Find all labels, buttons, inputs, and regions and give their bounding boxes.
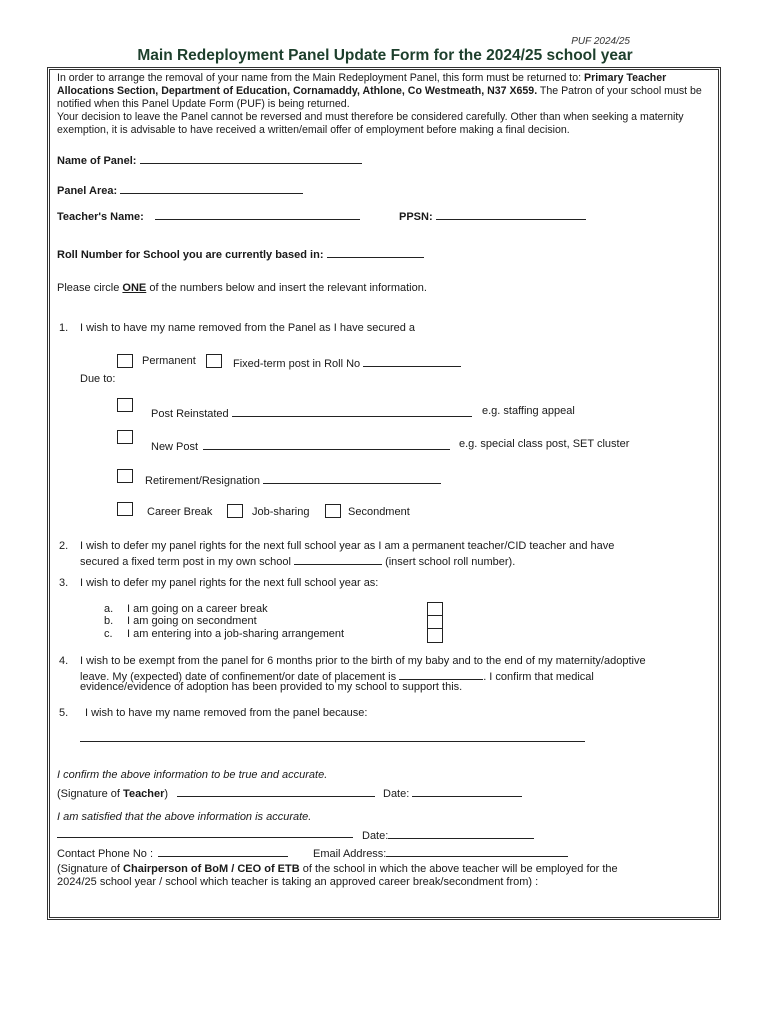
career-break-option-checkbox[interactable] xyxy=(427,602,443,616)
intro-text xyxy=(57,72,707,137)
item4-line2-text: leave. My (expected) date of confinement/or date of placement is xyxy=(80,671,397,683)
teacher-name-label: Teacher's Name: xyxy=(57,211,144,223)
chair-signature-blank[interactable] xyxy=(57,826,353,838)
email-field[interactable] xyxy=(313,845,568,860)
teacher-date-field[interactable] xyxy=(383,785,522,800)
fixed-term-checkbox[interactable] xyxy=(206,354,222,368)
item2-line2-text: secured a fixed term post in my own school xyxy=(80,556,291,568)
panel-name-label: Name of Panel: xyxy=(57,155,137,167)
item2-line2[interactable] xyxy=(80,553,515,568)
contact-phone-field[interactable] xyxy=(57,845,288,860)
chair-date-label: Date: xyxy=(362,830,389,842)
chair-caption-open: (Signature of xyxy=(57,863,124,875)
panel-area-blank[interactable] xyxy=(120,182,303,194)
teacher-signature-close: ) xyxy=(164,788,169,800)
teacher-signature-field[interactable] xyxy=(57,785,375,800)
permanent-checkbox[interactable] xyxy=(117,354,133,368)
item4-line2-suffix: . I confirm that medical xyxy=(483,671,594,683)
contact-phone-blank[interactable] xyxy=(158,845,288,857)
intro-p1-end: The Patron of your school must be notified when this Panel Update Form (PUF) is being returned. xyxy=(57,85,702,110)
email-label: Email Address: xyxy=(313,848,387,860)
item3-number[interactable]: 3. xyxy=(59,577,69,589)
intro-p1-start: In order to arrange the removal of your name from the Main Redeployment Panel, this form must be returned to: xyxy=(57,72,585,84)
teacher-signature-blank[interactable] xyxy=(177,785,375,797)
teacher-date-label: Date: xyxy=(383,788,410,800)
ppsn-blank[interactable] xyxy=(436,208,586,220)
ppsn-label: PPSN: xyxy=(399,211,433,223)
new-post-checkbox[interactable] xyxy=(117,430,133,444)
teacher-confirm-statement: I confirm the above information to be true and accurate. xyxy=(57,769,328,781)
item3-option-c-text: I am entering into a job-sharing arrangement xyxy=(127,628,345,640)
intro-address: Primary Teacher Allocations Section, Department of Education, Cornamaddy, Athlone, Co Westmeath, N37 X659. xyxy=(57,72,667,97)
contact-phone-label: Contact Phone No : xyxy=(57,848,154,860)
email-blank[interactable] xyxy=(386,845,568,857)
item2-roll-blank[interactable] xyxy=(294,553,382,565)
item5-reason-blank[interactable] xyxy=(80,730,585,742)
post-reinstated-label: Post Reinstated xyxy=(151,408,229,420)
chair-caption-rest: of the school in which the above teacher will be employed for the xyxy=(299,863,618,875)
teacher-signature-role: Teacher xyxy=(123,788,165,800)
item1-number[interactable]: 1. xyxy=(59,322,69,334)
item2-line1: I wish to defer my panel rights for the next full school year as I am a permanent teacher/CID teacher and have xyxy=(80,540,615,552)
item3-text: I wish to defer my panel rights for the next full school year as: xyxy=(80,577,379,589)
item5-number[interactable]: 5. xyxy=(59,707,69,719)
item2-line2-suffix: (insert school roll number). xyxy=(385,556,516,568)
retirement-checkbox[interactable] xyxy=(117,469,133,483)
secondment-option-checkbox[interactable] xyxy=(427,615,443,629)
new-post-label: New Post xyxy=(151,441,199,453)
item3-option-c-letter: c. xyxy=(104,628,113,640)
teacher-name-blank[interactable] xyxy=(155,208,360,220)
circle-instruction-c: of the numbers below and insert the relevant information. xyxy=(146,282,427,294)
permanent-label: Permanent xyxy=(142,355,196,367)
form-title: Main Redeployment Panel Update Form for the 2024/25 school year xyxy=(137,47,633,64)
panel-area-label: Panel Area: xyxy=(57,185,118,197)
post-reinstated-checkbox[interactable] xyxy=(117,398,133,412)
item4-line1: I wish to be exempt from the panel for 6 months prior to the birth of my baby and to the end of my maternity/adoptive xyxy=(80,655,646,667)
retirement-blank[interactable] xyxy=(263,472,441,484)
teacher-signature-open: (Signature of xyxy=(57,788,124,800)
retirement-field[interactable] xyxy=(145,472,441,487)
new-post-field[interactable] xyxy=(151,438,450,453)
item3-option-a-letter: a. xyxy=(104,603,114,615)
post-reinstated-field[interactable] xyxy=(151,405,472,420)
career-break-label: Career Break xyxy=(147,506,213,518)
job-sharing-checkbox[interactable] xyxy=(227,504,243,518)
chair-satisfied-statement: I am satisfied that the above information is accurate. xyxy=(57,811,312,823)
item2-number[interactable]: 2. xyxy=(59,540,69,552)
teacher-date-blank[interactable] xyxy=(412,785,522,797)
panel-area-field[interactable] xyxy=(57,182,303,197)
post-reinstated-example: e.g. staffing appeal xyxy=(482,405,575,417)
item3-option-b-letter: b. xyxy=(104,615,114,627)
fixed-term-label: Fixed-term post in Roll No xyxy=(233,358,361,370)
item5-text: I wish to have my name removed from the panel because: xyxy=(85,707,368,719)
circle-instruction-one: ONE xyxy=(122,282,147,294)
due-to-label: Due to: xyxy=(80,373,116,385)
item4-line3: evidence/evidence of adoption has been provided to my school to support this. xyxy=(80,681,463,693)
retirement-label: Retirement/Resignation xyxy=(145,475,260,487)
new-post-example: e.g. special class post, SET cluster xyxy=(459,438,630,450)
item3-option-a-text: I am going on a career break xyxy=(127,603,268,615)
item4-number[interactable]: 4. xyxy=(59,655,69,667)
roll-number-field[interactable] xyxy=(57,246,424,261)
chair-caption-role: Chairperson of BoM / CEO of ETB xyxy=(123,863,300,875)
secondment-checkbox[interactable] xyxy=(325,504,341,518)
roll-number-label: Roll Number for School you are currently based in: xyxy=(57,249,324,261)
teacher-name-field[interactable] xyxy=(57,208,360,223)
item3-option-b-text: I am going on secondment xyxy=(127,615,257,627)
chair-date-field[interactable] xyxy=(362,827,534,842)
chair-signature-caption-line2: 2024/25 school year / school which teacher is taking an approved career break/secondment from) : xyxy=(57,876,539,888)
panel-name-blank[interactable] xyxy=(140,152,362,164)
circle-instruction xyxy=(57,282,427,294)
ppsn-field[interactable] xyxy=(399,208,586,223)
chair-date-blank[interactable] xyxy=(388,827,534,839)
form-reference: PUF 2024/25 xyxy=(571,36,630,47)
career-break-checkbox[interactable] xyxy=(117,502,133,516)
fixed-term-roll-blank[interactable] xyxy=(363,355,461,367)
intro-p2: Your decision to leave the Panel cannot be reversed and must therefore be considered carefully. Other than when seeking a maternity exemption, it is advisable to have received a written/email offer of employment before making a final decision. xyxy=(57,111,684,136)
item1-text: I wish to have my name removed from the Panel as I have secured a xyxy=(80,322,416,334)
new-post-blank[interactable] xyxy=(203,438,450,450)
chair-signature-caption-line1 xyxy=(57,863,618,875)
panel-name-field[interactable] xyxy=(57,152,362,167)
job-sharing-option-checkbox[interactable] xyxy=(427,628,443,643)
job-sharing-label: Job-sharing xyxy=(252,506,310,518)
roll-number-blank[interactable] xyxy=(327,246,424,258)
confinement-date-blank[interactable] xyxy=(399,668,483,680)
secondment-label: Secondment xyxy=(348,506,410,518)
post-reinstated-blank[interactable] xyxy=(232,405,472,417)
fixed-term-field[interactable] xyxy=(233,355,461,370)
circle-instruction-a: Please circle xyxy=(57,282,123,294)
